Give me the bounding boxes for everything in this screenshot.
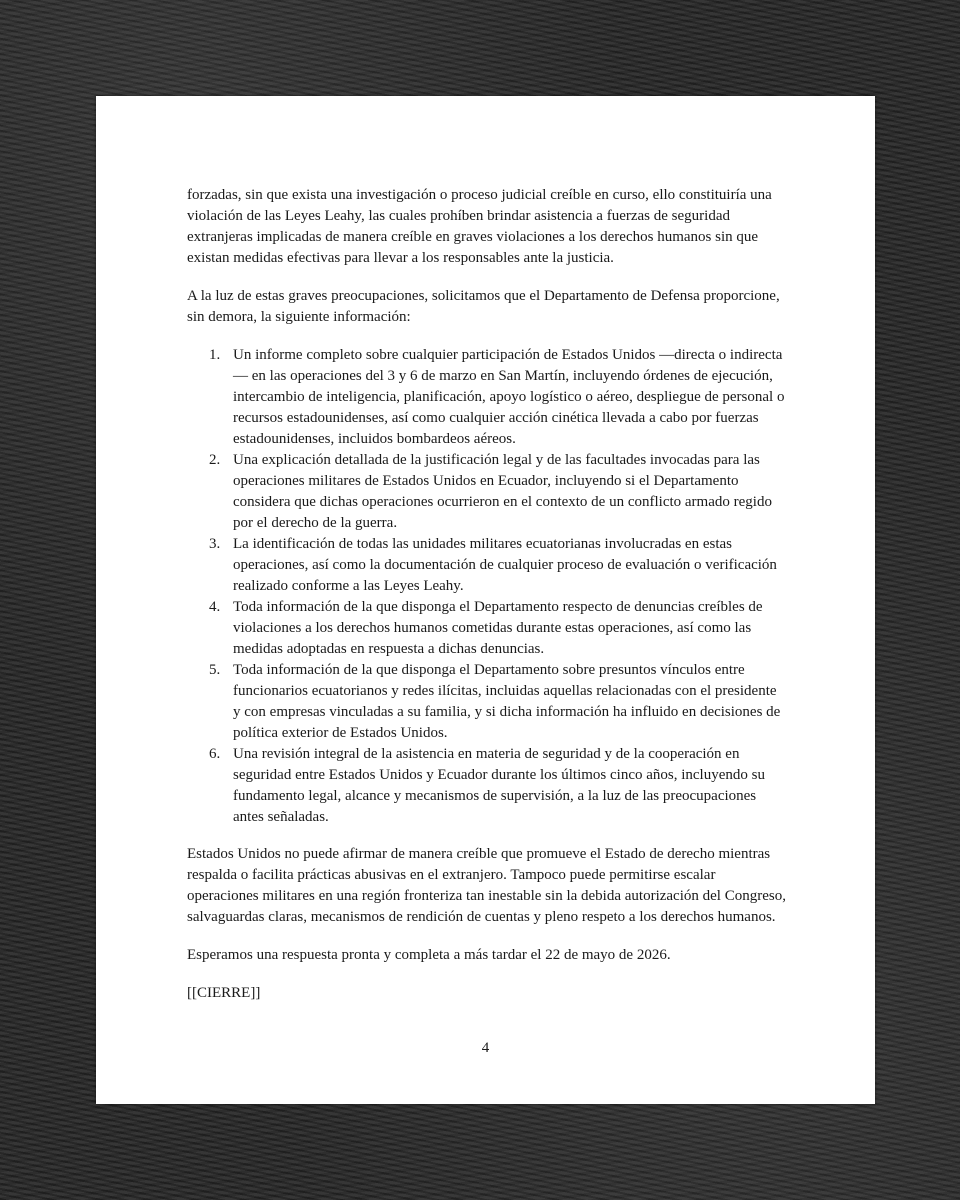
list-item-number: 1. — [209, 347, 221, 363]
page-number: 4 — [481, 1040, 490, 1056]
list-item — [187, 345, 787, 450]
list-item — [187, 660, 787, 744]
list-item-text: Una explicación detallada de la justificación legal y de las facultades invocadas para las operaciones militares de Estados Unidos en Ecuador, incluyendo si el Departamento considera que dichas operaciones ocurrieron en el contexto de un conflicto armado regido por el derecho de la guerra. — [233, 452, 772, 531]
paragraph-information-request: A la luz de estas graves preocupaciones, solicitamos que el Departamento de Defensa proporcione, sin demora, la siguiente información: — [187, 288, 780, 325]
list-item-text: Toda información de la que disponga el Departamento sobre presuntos vínculos entre funcionarios ecuatorianos y redes ilícitas, incluidas aquellas relacionadas con el presidente y con empresas vinculadas a su familia, y si dicha información ha influido en decisiones de política exterior de Estados Unidos. — [233, 662, 781, 741]
paragraph-rule-of-law: Estados Unidos no puede afirmar de manera creíble que promueve el Estado de derecho mientras respalda o facilita prácticas abusivas en el extranjero. Tampoco puede permitirse escalar operaciones militares en una región fronteriza tan inestable sin la debida autorización del Congreso, salvaguardas claras, mecanismos de rendición de cuentas y pleno respeto a los derechos humanos. — [187, 846, 786, 925]
list-item-text: Un informe completo sobre cualquier participación de Estados Unidos —directa o indirecta— en las operaciones del 3 y 6 de marzo en San Martín, incluyendo órdenes de ejecución, intercambio de inteligencia, planificación, apoyo logístico o aéreo, despliegue de personal o recursos estadounidenses, así como cualquier acción cinética llevada a cabo por fuerzas estadounidenses, incluidos bombardeos aéreos. — [233, 347, 785, 447]
list-item-number: 3. — [209, 536, 221, 552]
requested-information-list — [187, 345, 787, 828]
list-item-number: 4. — [209, 599, 221, 615]
list-item-text: La identificación de todas las unidades militares ecuatorianas involucradas en estas operaciones, así como la documentación de cualquier proceso de evaluación o verificación realizado conforme a las Leyes Leahy. — [233, 536, 777, 594]
list-item-number: 2. — [209, 452, 221, 468]
list-item-text: Toda información de la que disponga el Departamento respecto de denuncias creíbles de violaciones a los derechos humanos cometidas durante estas operaciones, así como las medidas adoptadas en respuesta a dichas denuncias. — [233, 599, 763, 657]
list-item — [187, 744, 787, 828]
list-item-text: Una revisión integral de la asistencia en materia de seguridad y de la cooperación en seguridad entre Estados Unidos y Ecuador durante los últimos cinco años, incluyendo su fundamento legal, alcance y mecanismos de supervisión, a la luz de las preocupaciones antes señaladas. — [233, 746, 765, 825]
paragraph-response-deadline: Esperamos una respuesta pronta y completa a más tardar el 22 de mayo de 2026. — [187, 947, 671, 963]
list-item — [187, 597, 787, 660]
list-item — [187, 534, 787, 597]
paragraph-leahy-violation: forzadas, sin que exista una investigación o proceso judicial creíble en curso, ello constituiría una violación de las Leyes Leahy, las cuales prohíben brindar asistencia a fuerzas de seguridad extranjeras implicadas de manera creíble en graves violaciones a los derechos humanos sin que existan medidas efectivas para llevar a los responsables ante la justicia. — [187, 187, 772, 266]
document-page — [96, 96, 875, 1104]
closing-placeholder: [[CIERRE]] — [187, 985, 261, 1001]
list-item-number: 5. — [209, 662, 221, 678]
list-item-number: 6. — [209, 746, 221, 762]
list-item — [187, 450, 787, 534]
document-body — [187, 185, 787, 1004]
